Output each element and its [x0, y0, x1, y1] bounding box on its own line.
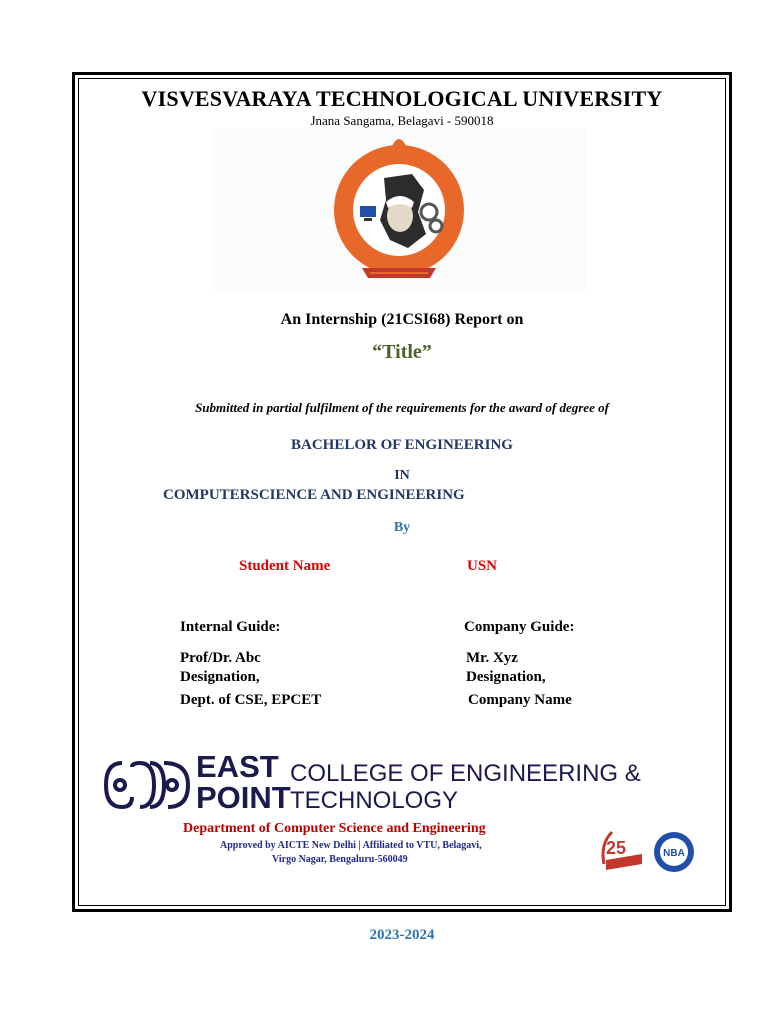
- university-name: VISVESVARAYA TECHNOLOGICAL UNIVERSITY: [141, 86, 663, 111]
- college-east: EAST: [196, 749, 279, 784]
- academic-year: 2023-2024: [369, 927, 435, 943]
- company-guide-company: Company Name: [468, 692, 572, 708]
- branch-name: COMPUTERSCIENCE AND ENGINEERING: [163, 487, 465, 503]
- approval-line: Approved by AICTE New Delhi | Affiliated to VTU, Belagavi,: [220, 840, 482, 851]
- company-guide-designation: Designation,: [466, 669, 546, 685]
- report-intro: An Internship (21CSI68) Report on: [280, 311, 524, 328]
- internal-guide-dept: Dept. of CSE, EPCET: [180, 692, 322, 708]
- internal-guide-heading: Internal Guide:: [180, 619, 281, 635]
- student-name-label: Student Name: [239, 558, 331, 574]
- usn-label: USN: [467, 558, 498, 574]
- college-line2: TECHNOLOGY: [290, 787, 459, 814]
- east-point-logo-icon: [102, 757, 192, 813]
- college-point: POINT: [196, 780, 291, 815]
- department-name: Department of Computer Science and Engineering: [183, 821, 486, 836]
- internal-guide-name: Prof/Dr. Abc: [180, 650, 261, 666]
- submitted-statement: Submitted in partial fulfilment of the requirements for the award of degree of: [195, 400, 609, 415]
- degree-name: BACHELOR OF ENGINEERING: [291, 437, 513, 453]
- vtu-logo: [212, 128, 586, 290]
- nba-badge-icon: [652, 830, 696, 874]
- nba-text: NBA: [663, 848, 685, 859]
- computer-icon: [360, 206, 376, 217]
- degree-in: IN: [394, 468, 410, 483]
- internal-guide-designation: Designation,: [180, 669, 260, 685]
- college-address: Virgo Nagar, Bengaluru-560049: [272, 854, 408, 865]
- company-guide-heading: Company Guide:: [464, 619, 575, 635]
- report-title: “Title”: [372, 341, 432, 363]
- by-label: By: [393, 520, 411, 535]
- anniversary-badge-icon: [598, 824, 648, 874]
- college-line1: COLLEGE OF ENGINEERING &: [290, 760, 641, 787]
- company-guide-name: Mr. Xyz: [466, 650, 518, 666]
- university-address: Jnana Sangama, Belagavi - 590018: [310, 113, 494, 128]
- badge-25-text: 25: [606, 838, 627, 858]
